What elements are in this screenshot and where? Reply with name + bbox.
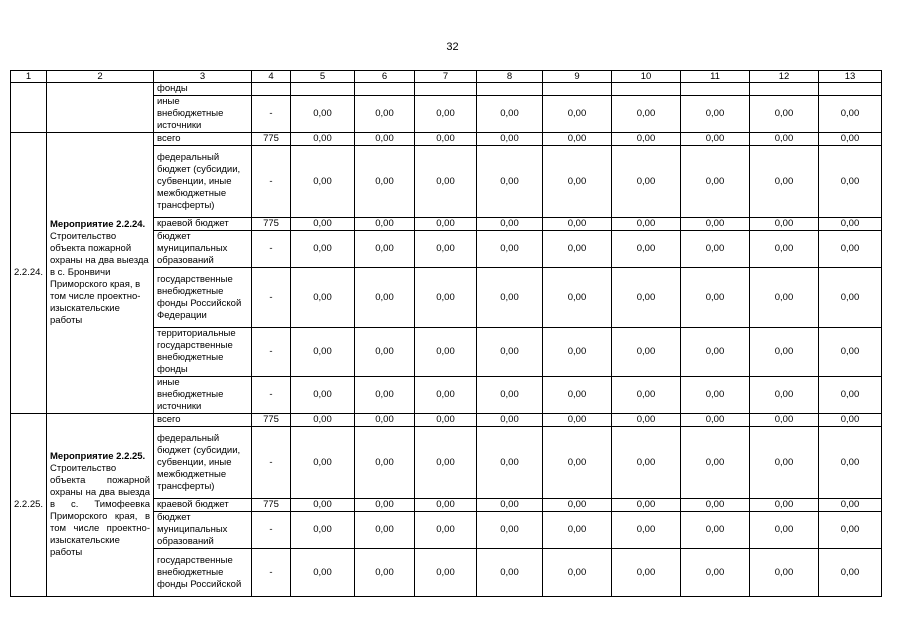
event-title: Мероприятие 2.2.24. [50,219,146,230]
value-cell: 0,00 [819,218,882,231]
value-cell: 0,00 [750,328,819,377]
column-header: 6 [355,71,415,83]
funding-source: краевой бюджет [154,499,252,512]
value-cell: 0,00 [819,377,882,414]
value-cell: 0,00 [415,268,477,328]
column-header: 3 [154,71,252,83]
funding-source: бюджет муниципальных образований [154,231,252,268]
value-cell: 0,00 [612,549,681,597]
value-cell: 0,00 [477,96,543,133]
value-cell: 0,00 [750,427,819,499]
value-cell: 0,00 [415,549,477,597]
value-cell: 0,00 [750,268,819,328]
value-cell [612,83,681,96]
code-cell [252,83,291,96]
value-cell: 0,00 [543,427,612,499]
value-cell: 0,00 [612,231,681,268]
value-cell: 0,00 [543,549,612,597]
code-cell: 775 [252,133,291,146]
value-cell: 0,00 [681,499,750,512]
funding-source: территориальные государственные внебюджетные фонды [154,328,252,377]
column-header: 2 [47,71,154,83]
value-cell: 0,00 [750,414,819,427]
code-cell: - [252,268,291,328]
value-cell: 0,00 [291,96,355,133]
value-cell: 0,00 [291,512,355,549]
code-cell: - [252,328,291,377]
value-cell: 0,00 [477,427,543,499]
value-cell: 0,00 [543,218,612,231]
code-cell: 775 [252,218,291,231]
funding-source: бюджет муниципальных образований [154,512,252,549]
value-cell [415,83,477,96]
value-cell: 0,00 [355,231,415,268]
value-cell: 0,00 [415,328,477,377]
page-number: 32 [446,41,459,53]
value-cell: 0,00 [415,231,477,268]
value-cell: 0,00 [477,268,543,328]
value-cell: 0,00 [681,414,750,427]
value-cell: 0,00 [291,133,355,146]
value-cell: 0,00 [612,427,681,499]
column-header: 7 [415,71,477,83]
value-cell: 0,00 [355,414,415,427]
value-cell: 0,00 [681,268,750,328]
value-cell: 0,00 [355,96,415,133]
value-cell: 0,00 [415,96,477,133]
funding-source: иные внебюджетные источники [154,377,252,414]
value-cell [543,83,612,96]
code-cell: - [252,427,291,499]
value-cell: 0,00 [819,427,882,499]
value-cell: 0,00 [612,133,681,146]
value-cell: 0,00 [291,427,355,499]
value-cell: 0,00 [291,549,355,597]
value-cell: 0,00 [543,268,612,328]
value-cell: 0,00 [612,218,681,231]
value-cell: 0,00 [681,377,750,414]
value-cell: 0,00 [819,512,882,549]
value-cell: 0,00 [543,414,612,427]
value-cell: 0,00 [819,414,882,427]
value-cell: 0,00 [750,218,819,231]
funding-source: всего [154,414,252,427]
funding-source: фонды [154,83,252,96]
value-cell: 0,00 [355,133,415,146]
value-cell: 0,00 [415,414,477,427]
index-cell [11,83,47,133]
value-cell: 0,00 [612,96,681,133]
code-cell: - [252,377,291,414]
value-cell: 0,00 [612,499,681,512]
value-cell: 0,00 [681,231,750,268]
value-cell: 0,00 [543,328,612,377]
value-cell: 0,00 [819,146,882,218]
value-cell: 0,00 [291,328,355,377]
value-cell: 0,00 [543,96,612,133]
value-cell: 0,00 [415,218,477,231]
code-cell: 775 [252,414,291,427]
value-cell: 0,00 [819,268,882,328]
value-cell [819,83,882,96]
value-cell: 0,00 [415,146,477,218]
value-cell: 0,00 [355,268,415,328]
event-index: 2.2.25. [11,414,47,597]
table-row [11,83,882,96]
value-cell: 0,00 [415,499,477,512]
value-cell: 0,00 [477,146,543,218]
value-cell: 0,00 [291,231,355,268]
column-header: 12 [750,71,819,83]
column-header: 5 [291,71,355,83]
value-cell [291,83,355,96]
funding-source: краевой бюджет [154,218,252,231]
value-cell: 0,00 [681,549,750,597]
value-cell: 0,00 [750,231,819,268]
value-cell: 0,00 [415,427,477,499]
value-cell: 0,00 [819,96,882,133]
value-cell: 0,00 [612,146,681,218]
code-cell: - [252,146,291,218]
value-cell: 0,00 [612,328,681,377]
value-cell: 0,00 [819,328,882,377]
value-cell: 0,00 [750,96,819,133]
value-cell [355,83,415,96]
value-cell: 0,00 [681,146,750,218]
budget-table [10,70,882,597]
event-index: 2.2.24. [11,133,47,414]
value-cell: 0,00 [612,377,681,414]
funding-source: государственные внебюджетные фонды Российской [154,549,252,597]
value-cell: 0,00 [415,512,477,549]
column-header: 1 [11,71,47,83]
column-header: 8 [477,71,543,83]
code-cell: - [252,549,291,597]
value-cell: 0,00 [355,427,415,499]
value-cell: 0,00 [477,499,543,512]
value-cell [750,83,819,96]
value-cell: 0,00 [543,231,612,268]
event-description-cell [47,414,154,597]
value-cell: 0,00 [681,218,750,231]
value-cell: 0,00 [681,328,750,377]
value-cell: 0,00 [819,231,882,268]
value-cell: 0,00 [477,512,543,549]
code-cell: 775 [252,499,291,512]
column-header: 9 [543,71,612,83]
value-cell: 0,00 [355,328,415,377]
value-cell: 0,00 [355,146,415,218]
value-cell: 0,00 [819,549,882,597]
value-cell: 0,00 [681,512,750,549]
value-cell: 0,00 [477,231,543,268]
value-cell: 0,00 [543,499,612,512]
funding-source: федеральный бюджет (субсидии, субвенции, иные межбюджетные трансферты) [154,146,252,218]
funding-source: всего [154,133,252,146]
event-description: Строительство объекта пожарной охраны на два выезда в с. Тимофеевка Приморского края, в том числе проектно-изыскательские работы [50,463,150,558]
value-cell: 0,00 [750,133,819,146]
column-header: 11 [681,71,750,83]
value-cell: 0,00 [750,499,819,512]
event-title: Мероприятие 2.2.25. [50,451,146,462]
value-cell: 0,00 [415,377,477,414]
funding-source: федеральный бюджет (субсидии, субвенции, иные межбюджетные трансферты) [154,427,252,499]
value-cell: 0,00 [750,549,819,597]
value-cell: 0,00 [291,218,355,231]
value-cell: 0,00 [750,377,819,414]
value-cell [681,83,750,96]
value-cell: 0,00 [819,499,882,512]
value-cell: 0,00 [291,414,355,427]
value-cell: 0,00 [355,512,415,549]
header-row [11,71,882,83]
value-cell: 0,00 [355,549,415,597]
value-cell: 0,00 [291,268,355,328]
value-cell: 0,00 [750,512,819,549]
value-cell: 0,00 [819,133,882,146]
value-cell: 0,00 [355,499,415,512]
value-cell: 0,00 [355,377,415,414]
value-cell: 0,00 [291,499,355,512]
value-cell: 0,00 [681,96,750,133]
value-cell: 0,00 [355,218,415,231]
event-description-cell [47,133,154,414]
funding-source: иные внебюджетные источники [154,96,252,133]
value-cell: 0,00 [612,414,681,427]
value-cell: 0,00 [681,427,750,499]
value-cell: 0,00 [477,377,543,414]
value-cell: 0,00 [477,328,543,377]
column-header: 13 [819,71,882,83]
value-cell: 0,00 [415,133,477,146]
table-row [11,414,882,427]
value-cell: 0,00 [612,512,681,549]
event-cell [47,83,154,133]
value-cell: 0,00 [681,133,750,146]
value-cell: 0,00 [291,146,355,218]
column-header: 4 [252,71,291,83]
value-cell: 0,00 [477,133,543,146]
code-cell: - [252,512,291,549]
value-cell [477,83,543,96]
value-cell: 0,00 [543,146,612,218]
value-cell: 0,00 [543,377,612,414]
event-description: Строительство объекта пожарной охраны на два выезда в с. Бронвичи Приморского края, в том числе проектно-изыскательские работы [50,231,149,326]
value-cell: 0,00 [477,218,543,231]
value-cell: 0,00 [612,268,681,328]
column-header: 10 [612,71,681,83]
funding-source: государственные внебюджетные фонды Российской Федерации [154,268,252,328]
value-cell: 0,00 [543,133,612,146]
value-cell: 0,00 [750,146,819,218]
table-row [11,133,882,146]
value-cell: 0,00 [291,377,355,414]
value-cell: 0,00 [477,414,543,427]
code-cell: - [252,231,291,268]
value-cell: 0,00 [477,549,543,597]
code-cell: - [252,96,291,133]
value-cell: 0,00 [543,512,612,549]
